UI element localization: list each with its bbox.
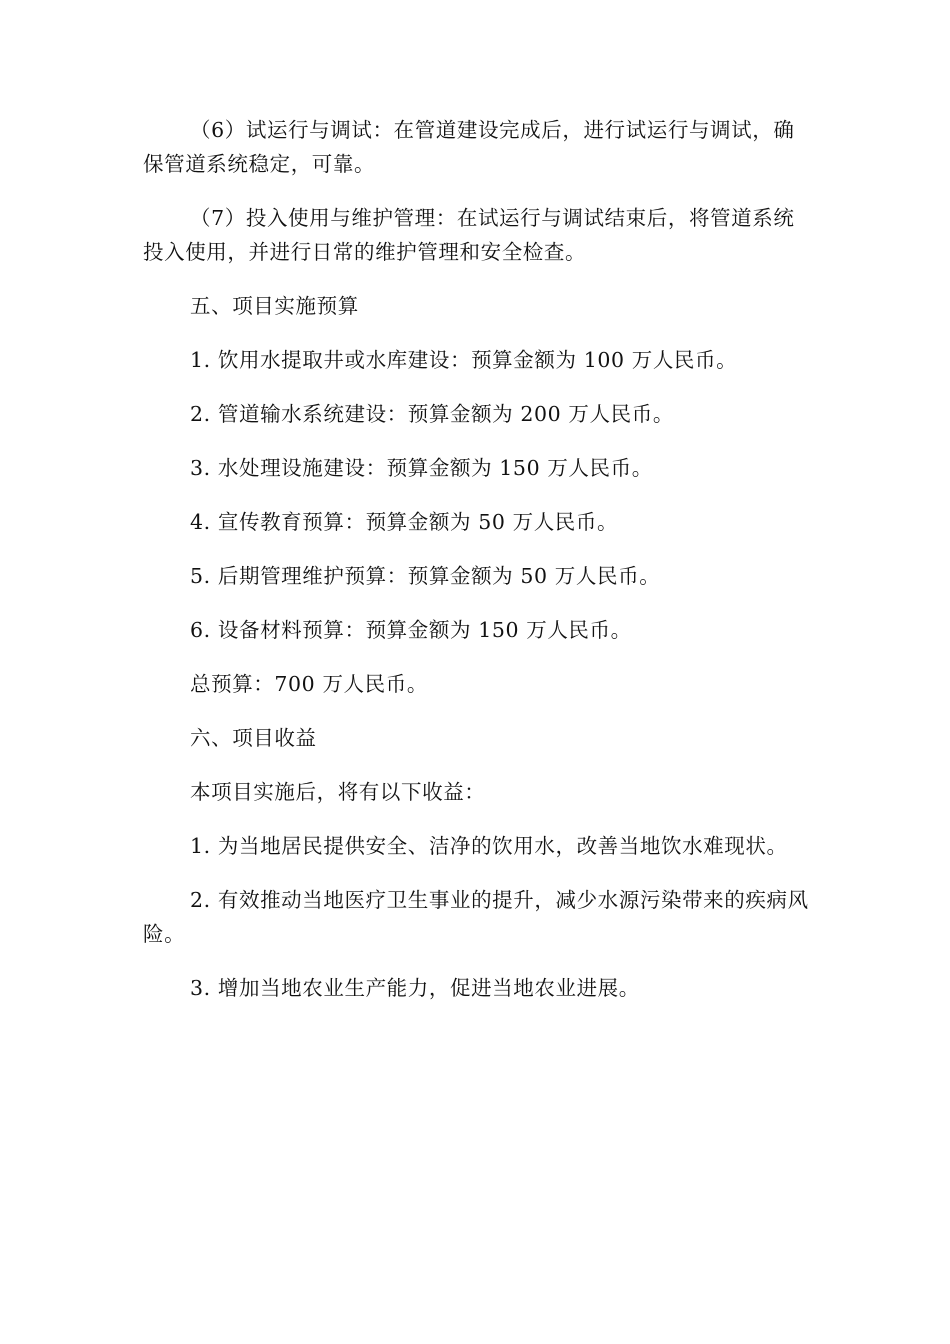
benefit-item-3: 3. 增加当地农业生产能力，促进当地农业进展。 xyxy=(190,976,640,1000)
section-heading-budget: 五、项目实施预算 xyxy=(190,294,359,318)
budget-item-4: 4. 宣传教育预算：预算金额为 50 万人民币。 xyxy=(190,510,619,534)
benefit-item-2: 2. 有效推动当地医疗卫生事业的提升，减少水源污染带来的疾病风险。 xyxy=(143,888,809,946)
paragraph-operation-maintenance: （7）投入使用与维护管理：在试运行与调试结束后，将管道系统投入使用，并进行日常的维护管理和安全检查。 xyxy=(143,206,795,264)
benefits-intro: 本项目实施后，将有以下收益： xyxy=(190,780,486,804)
paragraph-trial-run: （6）试运行与调试：在管道建设完成后，进行试运行与调试，确保管道系统稳定，可靠。 xyxy=(143,118,795,176)
document-body xyxy=(143,113,813,1005)
budget-item-5: 5. 后期管理维护预算：预算金额为 50 万人民币。 xyxy=(190,564,661,588)
budget-item-6: 6. 设备材料预算：预算金额为 150 万人民币。 xyxy=(190,618,632,642)
section-heading-benefits: 六、项目收益 xyxy=(190,726,317,750)
budget-item-2: 2. 管道输水系统建设：预算金额为 200 万人民币。 xyxy=(190,402,674,426)
budget-item-1: 1. 饮用水提取井或水库建设：预算金额为 100 万人民币。 xyxy=(190,348,738,372)
budget-total: 总预算：700 万人民币。 xyxy=(190,672,428,696)
benefit-item-1: 1. 为当地居民提供安全、洁净的饮用水，改善当地饮水难现状。 xyxy=(190,834,788,858)
budget-item-3: 3. 水处理设施建设：预算金额为 150 万人民币。 xyxy=(190,456,653,480)
